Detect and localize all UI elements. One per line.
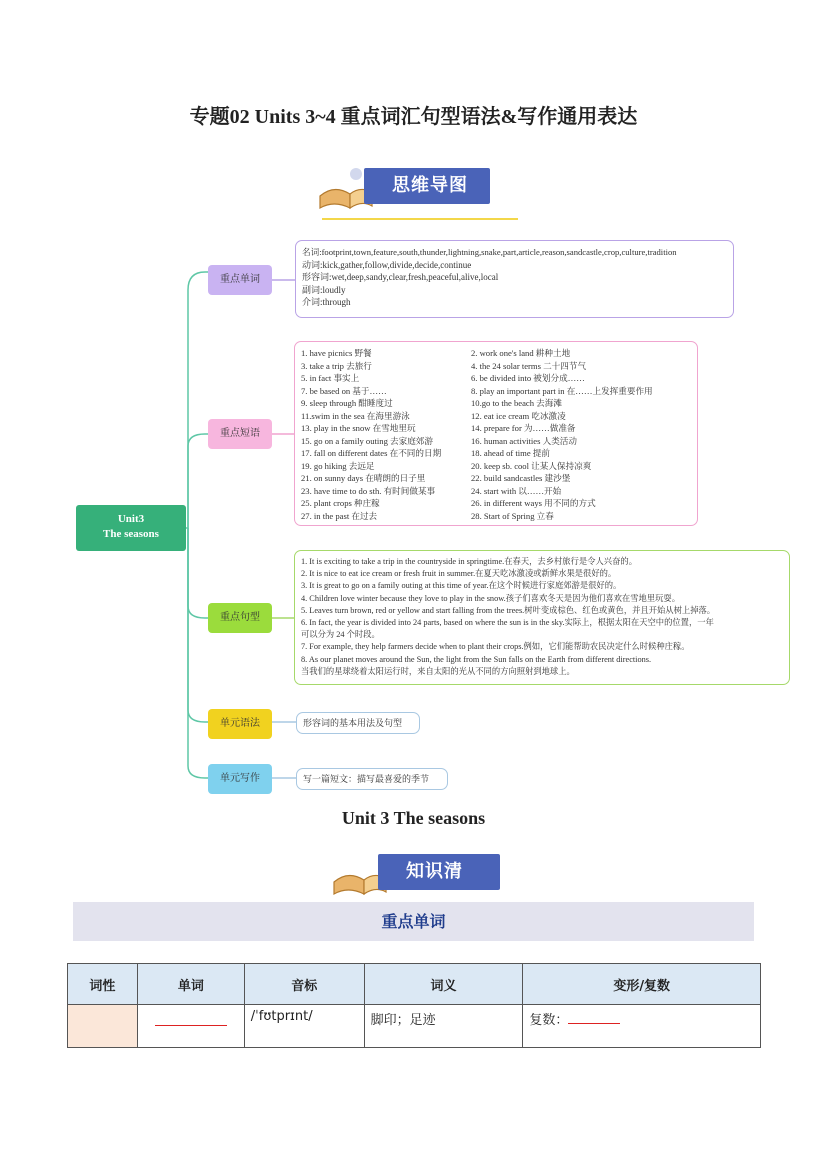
- branch-key-phrases: 重点短语: [208, 419, 272, 449]
- words-verbs: 动词:kick,gather,follow,divide,decide,continue: [302, 259, 472, 270]
- phrase-item: 15. go on a family outing 去家庭郊游: [301, 435, 433, 446]
- phrase-item: 23. have time to do sth. 有时间做某事: [301, 485, 436, 496]
- words-prepositions: 介词:through: [302, 297, 351, 307]
- plural-blank[interactable]: [568, 1009, 620, 1024]
- branch-writing: 单元写作: [208, 764, 272, 794]
- sentence-item: 6. In fact, the year is divided into 24 parts, based on where the sun is in the sky.实际上，根据太阳在天空中的位置，一年: [301, 618, 714, 628]
- knowledge-banner: [330, 846, 500, 898]
- phrase-item: 19. go hiking 去远足: [301, 460, 375, 471]
- cell-phonetic: /ˈfʊtprɪnt/: [244, 1005, 364, 1048]
- sentence-item: 2. It is nice to eat ice cream or fresh fruit in summer.在夏天吃冰激凌或新鲜水果是很好的。: [301, 569, 617, 579]
- sentences-list: [301, 556, 783, 678]
- sentence-item: 8. As our planet moves around the Sun, the light from the Sun falls on the Earth from different directions.: [301, 654, 652, 664]
- phrase-item: 28. Start of Spring 立春: [471, 510, 554, 521]
- phrase-item: 3. take a trip 去旅行: [301, 360, 372, 371]
- cell-meaning: 脚印；足迹: [364, 1005, 523, 1048]
- phrase-item: 7. be based on 基于……: [301, 385, 387, 396]
- center-topic: The seasons: [103, 528, 159, 540]
- plural-label: 复数：: [529, 1013, 569, 1028]
- phrase-item: 26. in different ways 用不同的方式: [471, 498, 596, 508]
- center-unit: Unit3: [117, 513, 145, 525]
- phrase-item: 10.go to the beach 去海滩: [471, 398, 562, 408]
- knowledge-banner-label: 知识清: [378, 854, 500, 890]
- phrase-item: 27. in the past 在过去: [301, 510, 378, 521]
- header-forms: 变形/复数: [523, 964, 761, 1005]
- sentence-item: 1. It is exciting to take a trip in the countryside in springtime.在春天，去乡村旅行是令人兴奋的。: [301, 557, 637, 566]
- cell-part-of-speech: [68, 1005, 138, 1048]
- phrase-item: 20. keep sb. cool 让某人保持凉爽: [471, 460, 592, 471]
- words-adverbs: 副词:loudly: [302, 284, 346, 295]
- center-node: [76, 505, 186, 551]
- header-phonetic: 音标: [244, 964, 364, 1005]
- phrase-item: 22. build sandcastles 建沙堡: [471, 473, 571, 483]
- phrase-item: 18. ahead of time 提前: [471, 448, 550, 458]
- phrase-item: 11.swim in the sea 在海里游泳: [301, 410, 410, 421]
- word-blank[interactable]: [155, 1009, 227, 1026]
- sentence-item: 3. It is great to go on a family outing at this time of year.在这个时候进行家庭郊游是很好的。: [301, 581, 622, 591]
- header-word: 单词: [137, 964, 244, 1005]
- phrase-item: 16. human activities 人类活动: [471, 435, 577, 446]
- sentence-item: 当我们的星球绕着太阳运行时，来自太阳的光从不同的方向照射到地球上。: [301, 666, 575, 676]
- cell-forms: [523, 1005, 761, 1048]
- writing-box: 写一篇短文：描写最喜爱的季节: [296, 768, 448, 790]
- header-part-of-speech: 词性: [68, 964, 138, 1005]
- document-title: 专题02 Units 3~4 重点词汇句型语法&写作通用表达: [189, 106, 638, 128]
- phrase-item: 12. eat ice cream 吃冰激凌: [471, 410, 566, 421]
- grammar-box: 形容词的基本用法及句型: [296, 712, 420, 734]
- branch-key-words: 重点单词: [208, 265, 272, 295]
- phrase-item: 2. work one's land 耕种土地: [471, 348, 571, 358]
- cell-word: [137, 1005, 244, 1048]
- phrase-item: 1. have picnics 野餐: [301, 348, 372, 358]
- sentence-item: 可以分为 24 个时段。: [301, 630, 380, 640]
- key-phrases-box: [294, 341, 698, 526]
- sentence-item: 7. For example, they help farmers decide when to plant their crops.例如，它们能帮助农民决定什么时候种庄稼。: [301, 642, 690, 652]
- phrase-item: 6. be divided into 被划分成……: [471, 373, 585, 383]
- phrase-item: 14. prepare for 为……做准备: [471, 423, 576, 433]
- branch-grammar: 单元语法: [208, 709, 272, 739]
- table-header-row: [68, 964, 761, 1005]
- section-title: 重点单词: [73, 902, 754, 941]
- phrase-item: 9. sleep through 酣睡度过: [301, 398, 393, 408]
- sentence-item: 5. Leaves turn brown, red or yellow and start falling from the trees.树叶变成棕色、红色或黄色，并且开始从树上掉落。: [301, 605, 716, 615]
- table-row: [68, 1005, 761, 1048]
- unit-heading: Unit 3 The seasons: [341, 808, 486, 828]
- mindmap-banner-label: 思维导图: [364, 168, 490, 204]
- key-words-box: [295, 240, 734, 318]
- phrases-grid: [301, 347, 691, 522]
- header-meaning: 词义: [364, 964, 523, 1005]
- phrase-item: 5. in fact 事实上: [301, 373, 360, 383]
- words-nouns: 名词:footprint,town,feature,south,thunder,lightning,snake,part,article,reason,sandcastle,crop,culture,tradition: [302, 247, 677, 257]
- vocabulary-table: [67, 963, 761, 1048]
- words-adjectives: 形容词:wet,deep,sandy,clear,fresh,peaceful,alive,local: [302, 272, 499, 282]
- phrase-item: 13. play in the snow 在雪地里玩: [301, 423, 416, 433]
- branch-key-sentences: 重点句型: [208, 603, 272, 633]
- sentence-item: 4. Children love winter because they love to play in the snow.孩子们喜欢冬天是因为他们喜欢在雪地里玩耍。: [301, 593, 680, 603]
- phrase-item: 4. the 24 solar terms 二十四节气: [471, 360, 587, 371]
- phrase-item: 21. on sunny days 在晴朗的日子里: [301, 473, 426, 483]
- phrase-item: 25. plant crops 种庄稼: [301, 498, 380, 508]
- phrase-item: 8. play an important part in 在……上发挥重要作用: [471, 385, 653, 396]
- phrase-item: 24. start with 以……开始: [471, 485, 562, 496]
- phrase-item: 17. fall on different dates 在不同的日期: [301, 448, 442, 458]
- key-sentences-box: [294, 550, 790, 685]
